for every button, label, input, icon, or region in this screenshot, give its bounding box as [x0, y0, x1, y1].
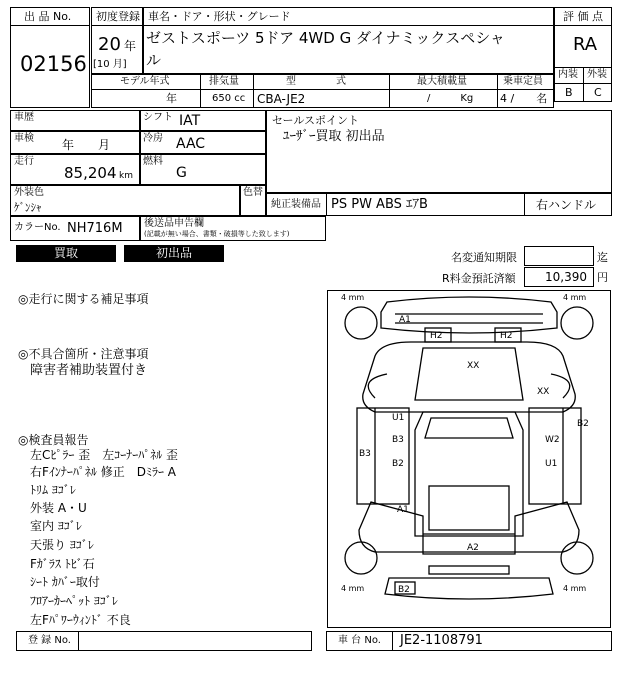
mark-h2-right: H2 — [500, 331, 513, 341]
mileage-value: 85,204 — [64, 164, 117, 182]
fuel-label: 燃料 — [143, 156, 163, 167]
chassis-label: 車 台 No. — [338, 635, 381, 646]
inspector-line: 外装 A・U — [30, 501, 87, 515]
sales-point-label: セールスポイント — [272, 114, 360, 127]
car-name-label: 車名・ドア・形状・グレード — [148, 10, 291, 23]
repaint-label: 色替 — [243, 187, 263, 198]
interior-grade: B — [565, 86, 573, 99]
max-load-label: 最大積載量 — [417, 76, 467, 87]
inspector-line: 左Cﾋﾟﾗｰ 歪 左ｺｰﾅｰﾊﾟﾈﾙ 歪 — [30, 448, 179, 462]
interior-label: 内装 — [558, 69, 578, 80]
capacity: 4 / 名 — [500, 92, 548, 105]
mark-u1-right: U1 — [545, 459, 558, 469]
mileage-unit: km — [119, 171, 133, 181]
type-value: CBA-JE2 — [257, 92, 306, 106]
mark-xx-hood: XX — [467, 361, 480, 371]
aftermarket-label: 後送品申告欄 — [144, 218, 204, 229]
mark-a1-left: A1 — [397, 505, 409, 515]
tire-rear-left — [345, 542, 377, 574]
rating-value: RA — [573, 34, 598, 55]
inspector-line: ﾄﾘﾑ ﾖｺﾞﾚ — [30, 483, 76, 497]
body-right-side — [529, 408, 581, 504]
equipment-value: PS PW ABS ｴｱB — [331, 197, 428, 212]
mark-a1-roof: A1 — [399, 315, 411, 325]
lot-no-label: 出 品 No. — [24, 10, 72, 23]
recycle-value: 10,390 — [545, 270, 587, 284]
chassis-no: JE2-1108791 — [400, 633, 483, 648]
mark-u1-left: U1 — [392, 413, 405, 423]
displacement: 650 cc — [212, 93, 246, 104]
history-label: 車歴 — [14, 112, 34, 123]
first-reg-label: 初度登録 — [96, 10, 140, 23]
damage-marks — [359, 315, 589, 595]
mark-b2-right-top: B2 — [577, 419, 589, 429]
color-no-value: NH716M — [67, 221, 123, 236]
car-name-line1: ゼストスポーツ 5ドア 4WD G ダイナミックスペシャ — [146, 29, 505, 47]
cabin-view — [415, 412, 523, 536]
mark-b3-outer: B3 — [359, 449, 371, 459]
inspector-line: ﾌﾛｱｰｶｰﾍﾟｯﾄ ﾖｺﾞﾚ — [30, 594, 118, 608]
driving-remarks-title: ◎走行に関する補足事項 — [18, 292, 149, 306]
hood-view — [363, 342, 576, 412]
inspector-line: ｼｰﾄ ｶﾊﾞｰ取付 — [30, 575, 100, 589]
tire-depth-bl: 4 mm — [341, 584, 365, 593]
shift-label: シフト — [143, 112, 173, 123]
ac-label: 冷房 — [143, 133, 163, 144]
recycle-unit: 円 — [597, 271, 608, 284]
ac-value: AAC — [176, 136, 206, 152]
defect-title: ◎不具合箇所・注意事項 — [18, 347, 149, 361]
exterior-label: 外装 — [587, 69, 607, 80]
mark-b2-bottom: B2 — [398, 585, 410, 595]
model-year-label: モデル年式 — [120, 76, 170, 87]
name-change-unit: 迄 — [597, 251, 608, 264]
displacement-label: 排気量 — [209, 76, 239, 87]
tire-front-right — [561, 307, 593, 339]
capacity-label: 乗車定員 — [503, 76, 543, 87]
mark-h2-left: H2 — [430, 331, 443, 341]
buyback-badge: 買取 — [16, 245, 116, 262]
max-load: / Kg — [427, 93, 474, 104]
rear-bumper-view — [385, 578, 553, 599]
rating-label: 評 価 点 — [563, 10, 603, 23]
aftermarket-note: (記載が無い場合、書類・破損等した致します) — [144, 230, 290, 238]
mark-w2: W2 — [545, 435, 560, 445]
first-listing-badge: 初出品 — [124, 245, 224, 262]
car-name-line2: ル — [146, 51, 162, 69]
exterior-color-box — [10, 185, 240, 216]
fuel-value: G — [176, 165, 187, 181]
type-label: 型 式 — [286, 76, 346, 87]
tire-front-left — [345, 307, 377, 339]
inspector-line: 室内 ﾖｺﾞﾚ — [30, 519, 82, 533]
inspector-line: 左Fﾊﾟﾜｰｳｨﾝﾄﾞ 不良 — [30, 613, 131, 627]
name-change-box — [524, 246, 594, 266]
inspection-value: 年 月 — [62, 138, 111, 152]
exterior-grade: C — [594, 86, 602, 99]
sales-point-text: ﾕｰｻﾞｰ買取 初出品 — [283, 129, 385, 144]
diagram-frame — [328, 291, 611, 628]
color-no-label: カラーNo. — [14, 222, 61, 233]
reg-year-unit: 年 — [124, 39, 137, 53]
name-change-label: 名変通知期限 — [451, 251, 517, 264]
tire-rear-right — [561, 542, 593, 574]
defect-text: 障害者補助装置付き — [30, 363, 148, 378]
inspector-title: ◎検査員報告 — [18, 433, 89, 447]
registration-label: 登 録 No. — [28, 635, 71, 646]
car-outline — [345, 297, 593, 599]
inspection-label: 車検 — [14, 133, 34, 144]
mark-a2: A2 — [467, 543, 479, 553]
equipment-label: 純正装備品 — [271, 199, 321, 210]
model-year-unit: 年 — [166, 92, 177, 105]
mileage-label: 走行 — [14, 156, 34, 167]
tire-depth-tl: 4 mm — [341, 293, 365, 302]
steering-value: 右ハンドル — [536, 198, 597, 212]
car-damage-diagram — [327, 290, 611, 628]
mark-b2-left: B2 — [392, 459, 404, 469]
exterior-color-label: 外装色 — [14, 187, 44, 198]
lot-no: 02156 — [20, 52, 87, 76]
reg-month: [10 月] — [93, 59, 127, 70]
recycle-label: R料金預託済額 — [442, 272, 516, 285]
inspector-line: 天張り ﾖｺﾞﾚ — [30, 538, 94, 552]
inspector-line: Fｶﾞﾗｽ ﾄﾋﾞ石 — [30, 557, 95, 571]
inspector-line: 右Fｲﾝﾅｰﾊﾟﾈﾙ 修正 Dﾐﾗｰ A — [30, 465, 176, 479]
shift-value: IAT — [179, 113, 201, 129]
mark-b3-inner: B3 — [392, 435, 404, 445]
tire-depth-br: 4 mm — [563, 584, 587, 593]
reg-year: 20 — [98, 34, 121, 55]
mark-xx-right: XX — [537, 387, 550, 397]
tire-depth-tr: 4 mm — [563, 293, 587, 302]
exterior-color-value: ｹﾞﾝｼｬ — [14, 201, 42, 214]
